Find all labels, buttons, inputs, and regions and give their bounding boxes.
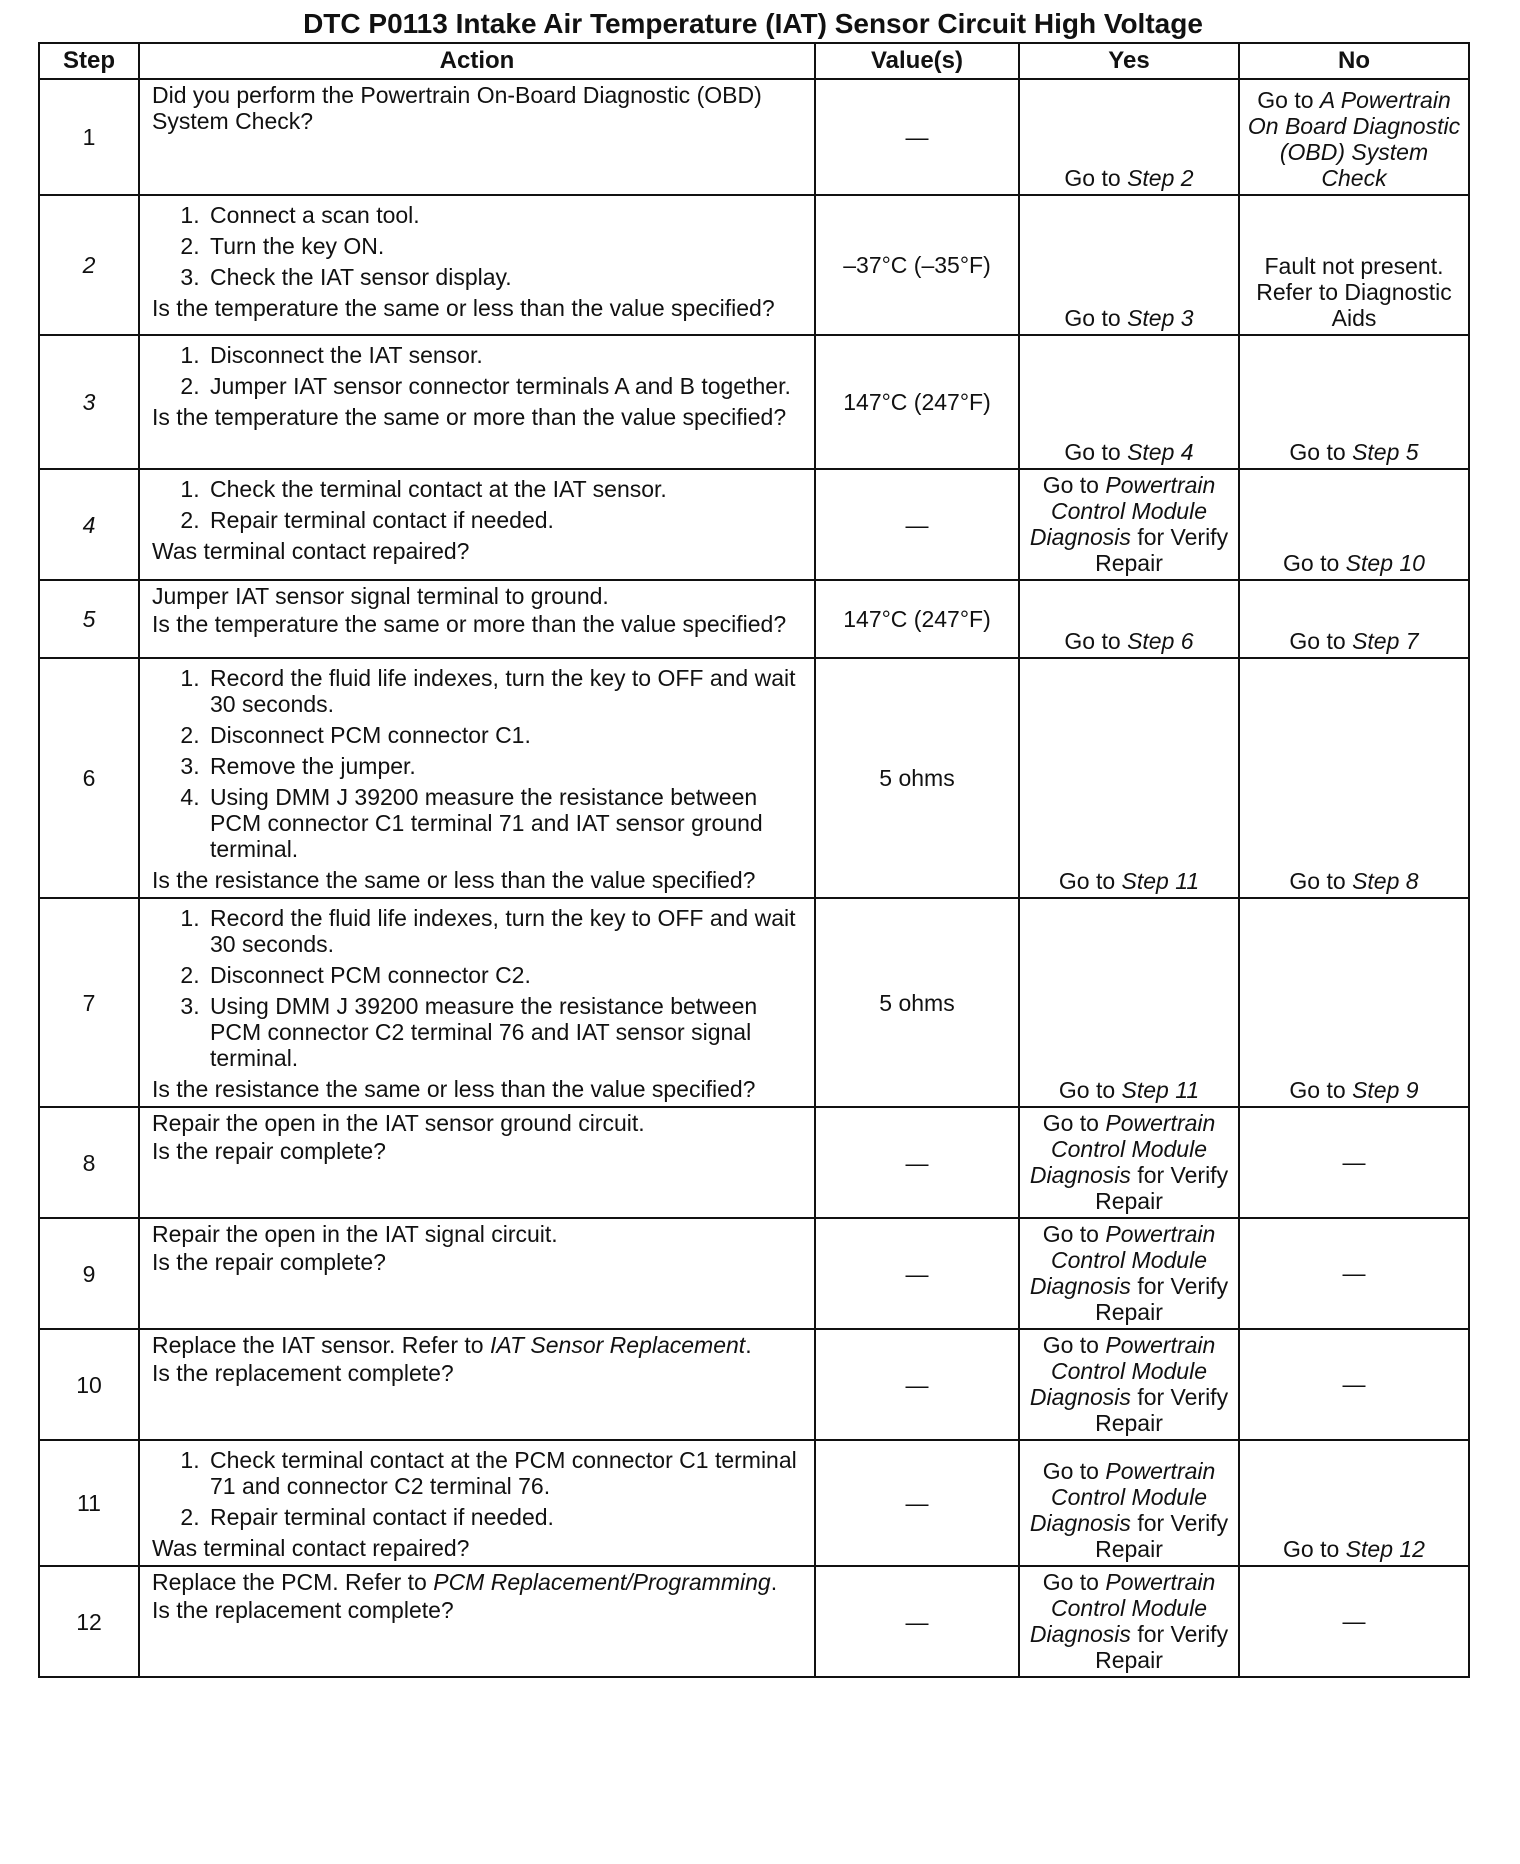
no-reference: Step 7 — [1352, 628, 1419, 654]
yes-reference: Powertrain Control Module Diagnosis — [1029, 1110, 1216, 1188]
yes-prefix: Go to — [1064, 439, 1121, 465]
yes-prefix: Go to — [1042, 1221, 1099, 1247]
yes-cell — [1019, 1218, 1239, 1329]
table-row — [39, 1329, 1469, 1440]
value-cell: — — [815, 469, 1019, 580]
no-cell — [1239, 1107, 1469, 1218]
action-cell — [139, 1440, 815, 1566]
step-number: 2 — [39, 195, 139, 335]
action-question: Is the temperature the same or more than the value specified? — [152, 611, 787, 637]
action-substeps — [152, 1447, 804, 1530]
yes-prefix: Go to — [1042, 1332, 1099, 1358]
no-prefix: — — [1342, 1149, 1366, 1175]
action-question: Is the replacement complete? — [152, 1597, 454, 1623]
action-substep: 1. Record the fluid life indexes, turn the key to OFF and wait 30 seconds. — [206, 905, 804, 957]
value-cell: — — [815, 1107, 1019, 1218]
action-cell — [139, 1107, 815, 1218]
table-row — [39, 1218, 1469, 1329]
action-substep: 2. Turn the key ON. — [206, 233, 804, 259]
action-cell — [139, 79, 815, 195]
action-cell — [139, 1329, 815, 1440]
action-question: Was terminal contact repaired? — [152, 1535, 470, 1561]
instruction-tail: . — [745, 1332, 752, 1358]
header-step: Step — [39, 43, 139, 79]
value-cell: 147°C (247°F) — [815, 580, 1019, 658]
action-instruction — [152, 1332, 804, 1358]
yes-prefix: Go to — [1064, 628, 1121, 654]
action-substeps — [152, 665, 804, 862]
table-row — [39, 1566, 1469, 1677]
no-reference: Step 5 — [1352, 439, 1419, 465]
value-cell: 147°C (247°F) — [815, 335, 1019, 469]
step-number: 12 — [39, 1566, 139, 1677]
action-instruction — [152, 1569, 804, 1595]
no-reference: Step 12 — [1345, 1536, 1425, 1562]
table-row — [39, 658, 1469, 898]
yes-prefix: Go to — [1064, 165, 1121, 191]
yes-prefix: Go to — [1058, 868, 1116, 894]
yes-reference: Powertrain Control Module Diagnosis — [1029, 1569, 1216, 1647]
action-question: Was terminal contact repaired? — [152, 538, 470, 564]
no-prefix: Go to — [1289, 868, 1346, 894]
action-cell — [139, 1218, 815, 1329]
yes-prefix: Go to — [1042, 1110, 1099, 1136]
yes-cell — [1019, 79, 1239, 195]
yes-prefix: Go to — [1042, 472, 1099, 498]
action-substep: 2. Jumper IAT sensor connector terminals A and B together. — [206, 373, 804, 399]
yes-cell — [1019, 580, 1239, 658]
no-cell — [1239, 1566, 1469, 1677]
yes-suffix: for Verify Repair — [1095, 1510, 1229, 1562]
table-row — [39, 79, 1469, 195]
instruction-text: Repair the open in the IAT sensor ground circuit. — [152, 1110, 645, 1136]
yes-cell — [1019, 1566, 1239, 1677]
no-prefix: Go to — [1289, 439, 1346, 465]
instruction-text: Jumper IAT sensor signal terminal to ground. — [152, 583, 609, 609]
step-number: 6 — [39, 658, 139, 898]
value-cell: — — [815, 1566, 1019, 1677]
step-number: 10 — [39, 1329, 139, 1440]
action-cell — [139, 580, 815, 658]
yes-suffix: for Verify Repair — [1095, 1621, 1229, 1673]
action-substep: 3. Using DMM J 39200 measure the resistance between PCM connector C2 terminal 76 and IAT sensor signal terminal. — [206, 993, 804, 1071]
header-action: Action — [139, 43, 815, 79]
table-row — [39, 898, 1469, 1107]
table-row — [39, 1440, 1469, 1566]
yes-reference: Powertrain Control Module Diagnosis — [1029, 472, 1216, 550]
table-row — [39, 335, 1469, 469]
no-reference: A Powertrain On Board Diagnostic (OBD) System Check — [1247, 87, 1461, 191]
yes-reference: Step 4 — [1127, 439, 1194, 465]
header-values: Value(s) — [815, 43, 1019, 79]
action-cell — [139, 1566, 815, 1677]
action-substep: 4. Using DMM J 39200 measure the resistance between PCM connector C1 terminal 71 and IAT sensor ground terminal. — [206, 784, 804, 862]
action-question: Is the resistance the same or less than the value specified? — [152, 867, 756, 893]
action-substep: 2. Disconnect PCM connector C1. — [206, 722, 804, 748]
step-number: 11 — [39, 1440, 139, 1566]
action-substeps — [152, 202, 804, 290]
table-row — [39, 1107, 1469, 1218]
instruction-text: Replace the PCM. Refer to — [152, 1569, 427, 1595]
no-cell — [1239, 580, 1469, 658]
step-number: 1 — [39, 79, 139, 195]
step-number: 4 — [39, 469, 139, 580]
action-question: Is the temperature the same or more than the value specified? — [152, 404, 787, 430]
no-prefix: — — [1342, 1260, 1366, 1286]
yes-cell — [1019, 1329, 1239, 1440]
yes-suffix: for Verify Repair — [1095, 1162, 1229, 1214]
action-question: Is the replacement complete? — [152, 1360, 454, 1386]
yes-suffix: for Verify Repair — [1095, 1273, 1229, 1325]
yes-cell — [1019, 1440, 1239, 1566]
action-substep: 2. Repair terminal contact if needed. — [206, 507, 804, 533]
value-cell: –37°C (–35°F) — [815, 195, 1019, 335]
yes-reference: Step 6 — [1127, 628, 1194, 654]
no-cell — [1239, 195, 1469, 335]
procedure-reference: PCM Replacement/Programming — [433, 1569, 771, 1595]
action-cell — [139, 335, 815, 469]
action-question: Is the temperature the same or less than the value specified? — [152, 295, 775, 321]
yes-reference: Step 2 — [1127, 165, 1194, 191]
header-yes: Yes — [1019, 43, 1239, 79]
no-reference: Step 9 — [1352, 1077, 1419, 1103]
action-substep: 1. Disconnect the IAT sensor. — [206, 342, 804, 368]
yes-cell — [1019, 469, 1239, 580]
step-number: 8 — [39, 1107, 139, 1218]
yes-reference: Powertrain Control Module Diagnosis — [1029, 1458, 1216, 1536]
value-cell: — — [815, 1329, 1019, 1440]
action-substep: 2. Disconnect PCM connector C2. — [206, 962, 804, 988]
action-question: Is the repair complete? — [152, 1249, 386, 1275]
yes-reference: Step 11 — [1121, 868, 1200, 894]
yes-suffix: for Verify Repair — [1095, 524, 1229, 576]
no-prefix: — — [1342, 1608, 1366, 1634]
no-cell — [1239, 1329, 1469, 1440]
action-substep: 1. Connect a scan tool. — [206, 202, 804, 228]
action-instruction — [152, 1110, 804, 1136]
value-cell: — — [815, 79, 1019, 195]
action-substep: 1. Check the terminal contact at the IAT sensor. — [206, 476, 804, 502]
yes-suffix: for Verify Repair — [1095, 1384, 1229, 1436]
no-cell — [1239, 1440, 1469, 1566]
no-cell — [1239, 79, 1469, 195]
table-body — [39, 79, 1469, 1677]
no-prefix: Fault not present. Refer to Diagnostic Aids — [1256, 253, 1452, 331]
step-number: 5 — [39, 580, 139, 658]
table-header-row — [39, 43, 1469, 79]
table-row — [39, 195, 1469, 335]
no-cell — [1239, 335, 1469, 469]
action-substep: 3. Remove the jumper. — [206, 753, 804, 779]
no-reference: Step 8 — [1352, 868, 1419, 894]
table-row — [39, 580, 1469, 658]
yes-cell — [1019, 658, 1239, 898]
yes-prefix: Go to — [1058, 1077, 1116, 1103]
yes-prefix: Go to — [1042, 1569, 1099, 1595]
instruction-text: Repair the open in the IAT signal circuit. — [152, 1221, 558, 1247]
no-prefix: Go to — [1289, 628, 1346, 654]
header-no: No — [1239, 43, 1469, 79]
diagnostic-table — [38, 42, 1470, 1678]
step-number: 7 — [39, 898, 139, 1107]
yes-cell — [1019, 195, 1239, 335]
action-cell — [139, 195, 815, 335]
action-substeps — [152, 342, 804, 399]
yes-prefix: Go to — [1064, 305, 1121, 331]
yes-reference: Powertrain Control Module Diagnosis — [1029, 1332, 1216, 1410]
yes-reference: Powertrain Control Module Diagnosis — [1029, 1221, 1216, 1299]
value-cell: — — [815, 1218, 1019, 1329]
no-prefix: — — [1342, 1371, 1366, 1397]
action-substep: 1. Check terminal contact at the PCM connector C1 terminal 71 and connector C2 terminal 76. — [206, 1447, 804, 1499]
instruction-text: Did you perform the Powertrain On-Board Diagnostic (OBD) System Check? — [152, 82, 762, 134]
value-cell: — — [815, 1440, 1019, 1566]
action-instruction — [152, 1221, 804, 1247]
no-prefix: Go to — [1289, 1077, 1346, 1103]
action-cell — [139, 898, 815, 1107]
action-question: Is the resistance the same or less than the value specified? — [152, 1076, 756, 1102]
no-prefix: Go to — [1283, 1536, 1340, 1562]
procedure-reference: IAT Sensor Replacement — [489, 1332, 746, 1358]
action-substeps — [152, 476, 804, 533]
action-substep: 1. Record the fluid life indexes, turn the key to OFF and wait 30 seconds. — [206, 665, 804, 717]
yes-reference: Step 3 — [1127, 305, 1194, 331]
no-prefix: Go to — [1283, 550, 1340, 576]
action-cell — [139, 658, 815, 898]
action-substep: 2. Repair terminal contact if needed. — [206, 1504, 804, 1530]
yes-cell — [1019, 1107, 1239, 1218]
yes-prefix: Go to — [1042, 1458, 1099, 1484]
table-row — [39, 469, 1469, 580]
no-cell — [1239, 658, 1469, 898]
no-reference: Step 10 — [1345, 550, 1425, 576]
action-substep: 3. Check the IAT sensor display. — [206, 264, 804, 290]
step-number: 3 — [39, 335, 139, 469]
no-cell — [1239, 1218, 1469, 1329]
yes-reference: Step 11 — [1121, 1077, 1200, 1103]
action-question: Is the repair complete? — [152, 1138, 386, 1164]
step-number: 9 — [39, 1218, 139, 1329]
no-prefix: Go to — [1257, 87, 1314, 113]
page-title: DTC P0113 Intake Air Temperature (IAT) Sensor Circuit High Voltage — [303, 8, 1203, 39]
action-instruction — [152, 583, 804, 609]
action-cell — [139, 469, 815, 580]
instruction-tail: . — [770, 1569, 778, 1595]
value-cell: 5 ohms — [815, 898, 1019, 1107]
action-substeps — [152, 905, 804, 1071]
yes-cell — [1019, 898, 1239, 1107]
yes-cell — [1019, 335, 1239, 469]
value-cell: 5 ohms — [815, 658, 1019, 898]
action-instruction — [152, 82, 804, 134]
no-cell — [1239, 898, 1469, 1107]
instruction-text: Replace the IAT sensor. Refer to — [152, 1332, 484, 1358]
no-cell — [1239, 469, 1469, 580]
